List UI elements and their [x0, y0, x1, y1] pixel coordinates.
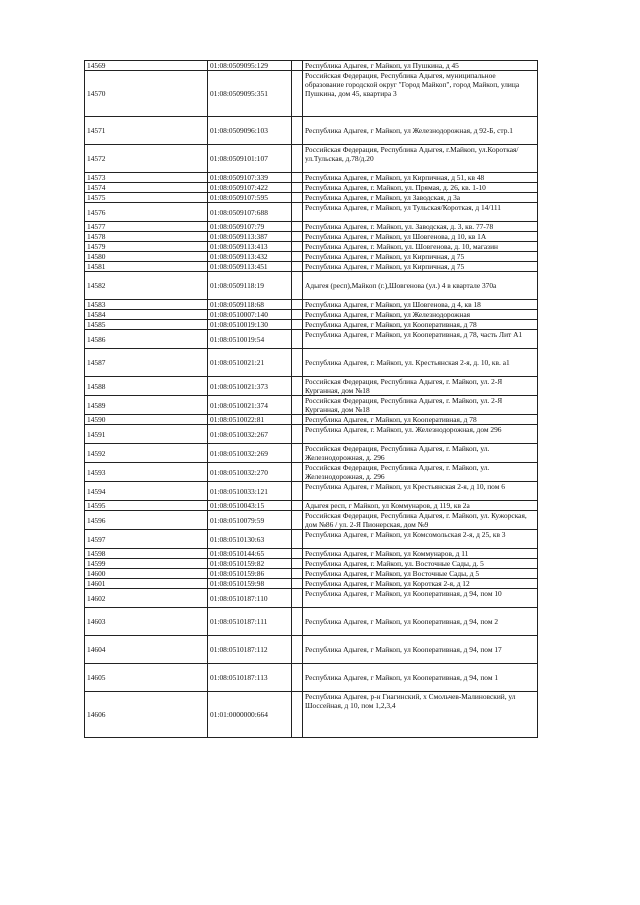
address-cell: Республика Адыгея, г Майкоп, ул Кирпичная, д 75	[303, 262, 538, 272]
cadastral-number-cell: 01:08:0509095:351	[208, 71, 292, 117]
record-number-cell: 14605	[85, 664, 208, 692]
cadastral-number-cell: 01:08:0509107:595	[208, 193, 292, 203]
table-row	[85, 61, 538, 71]
table-row	[85, 252, 538, 262]
record-number-cell: 14600	[85, 569, 208, 579]
table-row	[85, 145, 538, 173]
address-cell: Республика Адыгея, г. Майкоп, ул. Шовгенова, д. 10, магазин	[303, 242, 538, 252]
record-number-cell: 14603	[85, 608, 208, 636]
table-row	[85, 203, 538, 222]
address-cell: Республика Адыгея, г Майкоп, ул Тульская/Короткая, д 14/111	[303, 203, 538, 222]
empty-cell	[292, 501, 303, 511]
empty-cell	[292, 482, 303, 501]
record-number-cell: 14573	[85, 173, 208, 183]
table-row	[85, 183, 538, 193]
cadastral-number-cell: 01:08:0510079:59	[208, 511, 292, 530]
table-row	[85, 511, 538, 530]
address-cell: Республика Адыгея, г Майкоп, ул Кооперативная, д 94, пом 1	[303, 664, 538, 692]
address-cell: Российская Федерация, Республика Адыгея, г. Майкоп, ул. 2-Я Курганная, дом №18	[303, 396, 538, 415]
record-number-cell: 14578	[85, 232, 208, 242]
record-number-cell: 14586	[85, 330, 208, 349]
empty-cell	[292, 579, 303, 589]
empty-cell	[292, 252, 303, 262]
record-number-cell: 14572	[85, 145, 208, 173]
empty-cell	[292, 530, 303, 549]
table-row	[85, 444, 538, 463]
cadastral-number-cell: 01:08:0510187:111	[208, 608, 292, 636]
table-row	[85, 425, 538, 444]
record-number-cell: 14574	[85, 183, 208, 193]
record-number-cell: 14602	[85, 589, 208, 608]
record-number-cell: 14601	[85, 579, 208, 589]
table-row	[85, 173, 538, 183]
address-cell: Республика Адыгея, г Майкоп, ул Кооперативная, д 94, пом 17	[303, 636, 538, 664]
table-row	[85, 300, 538, 310]
empty-cell	[292, 559, 303, 569]
cadastral-number-cell: 01:08:0509107:688	[208, 203, 292, 222]
table-row	[85, 232, 538, 242]
table-row	[85, 310, 538, 320]
record-number-cell: 14595	[85, 501, 208, 511]
table-row	[85, 193, 538, 203]
table-row	[85, 664, 538, 692]
address-cell: Российская Федерация, Республика Адыгея, муниципальное образование городской округ "Город Майкоп", город Майкоп, улица Пушкина, дом 45, квартира 3	[303, 71, 538, 117]
address-cell: Республика Адыгея, г Майкоп, ул Кооперативная, д 78	[303, 415, 538, 425]
empty-cell	[292, 272, 303, 300]
cadastral-number-cell: 01:08:0509095:129	[208, 61, 292, 71]
address-cell: Республика Адыгея, г. Майкоп, ул. Восточные Сады, д. 5	[303, 559, 538, 569]
cadastral-number-cell: 01:08:0510019:130	[208, 320, 292, 330]
empty-cell	[292, 396, 303, 415]
table-row	[85, 320, 538, 330]
record-number-cell: 14570	[85, 71, 208, 117]
cadastral-number-cell: 01:08:0509107:422	[208, 183, 292, 193]
record-number-cell: 14594	[85, 482, 208, 501]
cadastral-number-cell: 01:08:0510007:140	[208, 310, 292, 320]
table-row	[85, 396, 538, 415]
register-table	[84, 60, 538, 738]
empty-cell	[292, 589, 303, 608]
address-cell: Республика Адыгея, г. Майкоп, ул. Железнодорожная, дом 296	[303, 425, 538, 444]
table-row	[85, 530, 538, 549]
cadastral-number-cell: 01:08:0510187:110	[208, 589, 292, 608]
table-row	[85, 569, 538, 579]
table-row	[85, 559, 538, 569]
address-cell: Республика Адыгея, г Майкоп, ул Шовгенова, д 10, кв 1А	[303, 232, 538, 242]
cadastral-number-cell: 01:08:0510187:112	[208, 636, 292, 664]
table-row	[85, 349, 538, 377]
empty-cell	[292, 203, 303, 222]
cadastral-number-cell: 01:01:0000000:664	[208, 692, 292, 738]
cadastral-number-cell: 01:08:0509113:413	[208, 242, 292, 252]
cadastral-number-cell: 01:08:0509101:107	[208, 145, 292, 173]
address-cell: Республика Адыгея, г Майкоп, ул Кирпичная, д 51, кв 48	[303, 173, 538, 183]
table-row	[85, 415, 538, 425]
record-number-cell: 14596	[85, 511, 208, 530]
address-cell: Адыгея респ, г Майкоп, ул Коммунаров, д 119, кв 2а	[303, 501, 538, 511]
table-row	[85, 272, 538, 300]
record-number-cell: 14582	[85, 272, 208, 300]
empty-cell	[292, 61, 303, 71]
empty-cell	[292, 71, 303, 117]
record-number-cell: 14606	[85, 692, 208, 738]
address-cell: Адыгея (респ),Майкоп (г.),Шовгенова (ул.) 4 в квартале 370а	[303, 272, 538, 300]
address-cell: Республика Адыгея, г. Майкоп, ул. Крестьянская 2-я, д. 10, кв. а1	[303, 349, 538, 377]
empty-cell	[292, 349, 303, 377]
table-row	[85, 608, 538, 636]
empty-cell	[292, 242, 303, 252]
record-number-cell: 14592	[85, 444, 208, 463]
cadastral-number-cell: 01:08:0510130:63	[208, 530, 292, 549]
table-row	[85, 692, 538, 738]
table-row	[85, 117, 538, 145]
empty-cell	[292, 636, 303, 664]
empty-cell	[292, 117, 303, 145]
record-number-cell: 14599	[85, 559, 208, 569]
cadastral-number-cell: 01:08:0510019:54	[208, 330, 292, 349]
cadastral-number-cell: 01:08:0510021:21	[208, 349, 292, 377]
address-cell: Республика Адыгея, г Майкоп, ул Кооперативная, д 78, часть Лит А1	[303, 330, 538, 349]
table-row	[85, 463, 538, 482]
table-row	[85, 71, 538, 117]
record-number-cell: 14588	[85, 377, 208, 396]
record-number-cell: 14587	[85, 349, 208, 377]
address-cell: Республика Адыгея, г Майкоп, ул Шовгенова, д 4, кв 18	[303, 300, 538, 310]
record-number-cell: 14591	[85, 425, 208, 444]
empty-cell	[292, 425, 303, 444]
cadastral-number-cell: 01:08:0510159:82	[208, 559, 292, 569]
record-number-cell: 14590	[85, 415, 208, 425]
address-cell: Республика Адыгея, г. Майкоп, ул. Прямая, д. 26, кв. 1-10	[303, 183, 538, 193]
record-number-cell: 14580	[85, 252, 208, 262]
table-row	[85, 262, 538, 272]
address-cell: Республика Адыгея, р-н Гиагинский, х Смольчев-Малиновский, ул Шоссейная, д 10, пом 1,2,3,4	[303, 692, 538, 738]
address-cell: Республика Адыгея, г Майкоп, ул Кооперативная, д 94, пом 2	[303, 608, 538, 636]
empty-cell	[292, 300, 303, 310]
cadastral-number-cell: 01:08:0509113:451	[208, 262, 292, 272]
address-cell: Республика Адыгея, г Майкоп, ул Заводская, д 3а	[303, 193, 538, 203]
empty-cell	[292, 415, 303, 425]
empty-cell	[292, 320, 303, 330]
empty-cell	[292, 377, 303, 396]
record-number-cell: 14581	[85, 262, 208, 272]
empty-cell	[292, 145, 303, 173]
cadastral-number-cell: 01:08:0510033:121	[208, 482, 292, 501]
table-row	[85, 482, 538, 501]
cadastral-number-cell: 01:08:0510022:81	[208, 415, 292, 425]
address-cell: Республика Адыгея, г. Майкоп, ул. Заводская, д. 3, кв. 77-78	[303, 222, 538, 232]
empty-cell	[292, 183, 303, 193]
record-number-cell: 14589	[85, 396, 208, 415]
cadastral-number-cell: 01:08:0509118:19	[208, 272, 292, 300]
table-row	[85, 222, 538, 232]
address-cell: Республика Адыгея, г Майкоп, ул Железнодорожная, д 92-Б, стр.1	[303, 117, 538, 145]
cadastral-number-cell: 01:08:0509118:68	[208, 300, 292, 310]
empty-cell	[292, 330, 303, 349]
record-number-cell: 14597	[85, 530, 208, 549]
address-cell: Республика Адыгея, г Майкоп, ул Кооперативная, д 94, пом 10	[303, 589, 538, 608]
empty-cell	[292, 692, 303, 738]
table-row	[85, 377, 538, 396]
cadastral-number-cell: 01:08:0509107:79	[208, 222, 292, 232]
address-cell: Российская Федерация, Республика Адыгея, г. Майкоп, ул. 2-Я Курганная, дом №18	[303, 377, 538, 396]
address-cell: Российская Федерация, Республика Адыгея, г. Майкоп, ул. Железнодорожная, д. 296	[303, 444, 538, 463]
table-row	[85, 549, 538, 559]
record-number-cell: 14575	[85, 193, 208, 203]
record-number-cell: 14598	[85, 549, 208, 559]
cadastral-number-cell: 01:08:0510159:86	[208, 569, 292, 579]
record-number-cell: 14579	[85, 242, 208, 252]
empty-cell	[292, 664, 303, 692]
empty-cell	[292, 511, 303, 530]
cadastral-number-cell: 01:08:0509107:339	[208, 173, 292, 183]
record-number-cell: 14583	[85, 300, 208, 310]
address-cell: Республика Адыгея, г Майкоп, ул Пушкина, д 45	[303, 61, 538, 71]
empty-cell	[292, 310, 303, 320]
empty-cell	[292, 444, 303, 463]
empty-cell	[292, 608, 303, 636]
cadastral-number-cell: 01:08:0510021:373	[208, 377, 292, 396]
address-cell: Республика Адыгея, г Майкоп, ул Кирпичная, д 75	[303, 252, 538, 262]
address-cell: Российская Федерация, Республика Адыгея, г.Майкоп, ул.Короткая/ул.Тульская, д.78/д.20	[303, 145, 538, 173]
record-number-cell: 14577	[85, 222, 208, 232]
empty-cell	[292, 222, 303, 232]
cadastral-number-cell: 01:08:0509096:103	[208, 117, 292, 145]
empty-cell	[292, 569, 303, 579]
record-number-cell: 14576	[85, 203, 208, 222]
record-number-cell: 14585	[85, 320, 208, 330]
empty-cell	[292, 262, 303, 272]
empty-cell	[292, 232, 303, 242]
empty-cell	[292, 549, 303, 559]
cadastral-number-cell: 01:08:0510032:270	[208, 463, 292, 482]
table-row	[85, 330, 538, 349]
address-cell: Республика Адыгея, г Майкоп, ул Восточные Сады, д 5	[303, 569, 538, 579]
empty-cell	[292, 173, 303, 183]
address-cell: Российская Федерация, Республика Адыгея, г. Майкоп, ул. Железнодорожная, д. 296	[303, 463, 538, 482]
record-number-cell: 14584	[85, 310, 208, 320]
table-row	[85, 636, 538, 664]
address-cell: Республика Адыгея, г Майкоп, ул Железнодорожная	[303, 310, 538, 320]
address-cell: Республика Адыгея, г Майкоп, ул Комсомольская 2-я, д 25, кв 3	[303, 530, 538, 549]
table-row	[85, 579, 538, 589]
cadastral-number-cell: 01:08:0509113:387	[208, 232, 292, 242]
cadastral-number-cell: 01:08:0510032:269	[208, 444, 292, 463]
cadastral-number-cell: 01:08:0510021:374	[208, 396, 292, 415]
cadastral-number-cell: 01:08:0510159:98	[208, 579, 292, 589]
cadastral-number-cell: 01:08:0510043:15	[208, 501, 292, 511]
cadastral-number-cell: 01:08:0510144:65	[208, 549, 292, 559]
cadastral-number-cell: 01:08:0510187:113	[208, 664, 292, 692]
empty-cell	[292, 193, 303, 203]
address-cell: Российская Федерация, Республика Адыгея, г. Майкоп, ул. Кужорская, дом №86 / ул. 2-Я Пионерская, дом №9	[303, 511, 538, 530]
record-number-cell: 14593	[85, 463, 208, 482]
empty-cell	[292, 463, 303, 482]
record-number-cell: 14569	[85, 61, 208, 71]
record-number-cell: 14571	[85, 117, 208, 145]
address-cell: Республика Адыгея, г Майкоп, ул Крестьянская 2-я, д 10, пом 6	[303, 482, 538, 501]
address-cell: Республика Адыгея, г Майкоп, ул Короткая 2-я, д 12	[303, 579, 538, 589]
cadastral-number-cell: 01:08:0509113:432	[208, 252, 292, 262]
table-row	[85, 589, 538, 608]
table-row	[85, 242, 538, 252]
record-number-cell: 14604	[85, 636, 208, 664]
register-table-body	[85, 61, 538, 738]
cadastral-number-cell: 01:08:0510032:267	[208, 425, 292, 444]
table-row	[85, 501, 538, 511]
address-cell: Республика Адыгея, г Майкоп, ул Кооперативная, д 78	[303, 320, 538, 330]
address-cell: Республика Адыгея, г Майкоп, ул Коммунаров, д 11	[303, 549, 538, 559]
